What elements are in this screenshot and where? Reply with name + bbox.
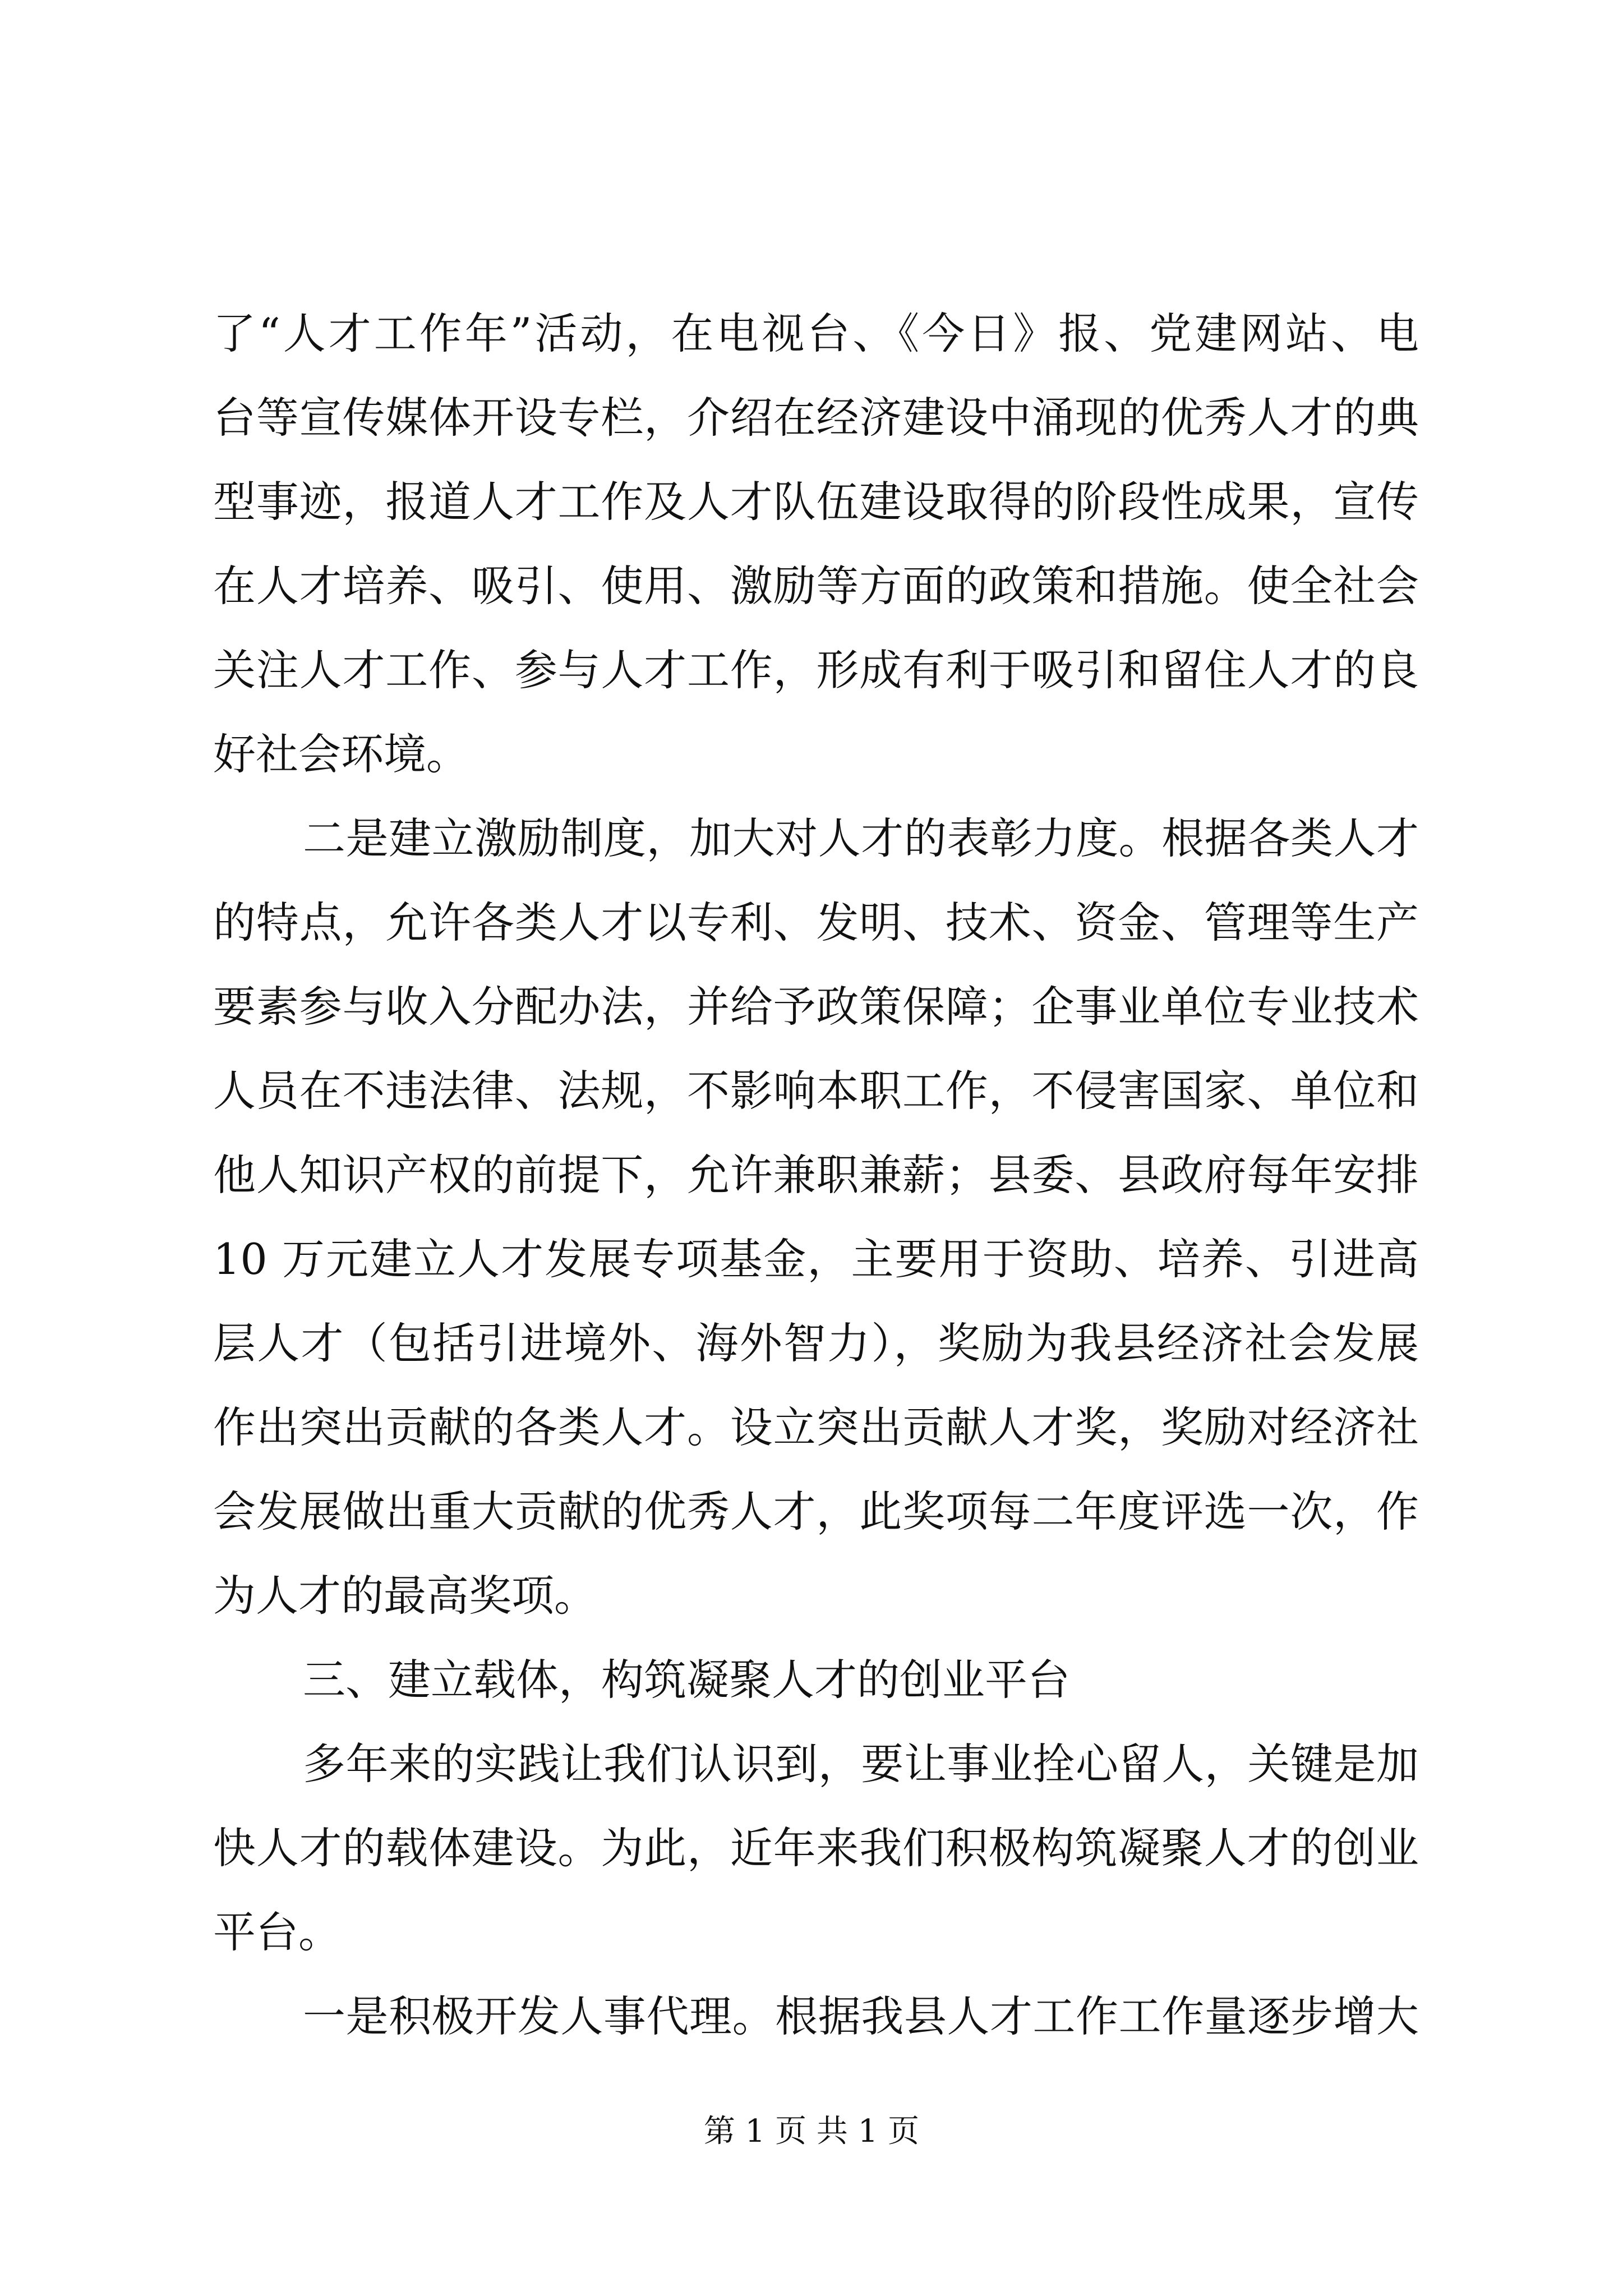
text-line: 台等宣传媒体开设专栏，介绍在经济建设中涌现的优秀人才的典 xyxy=(213,393,1419,443)
section-heading: 三、建立载体，构筑凝聚人才的创业平台 xyxy=(303,1655,1070,1705)
paragraph-start: 二是建立激励制度，加大对人才的表彰力度。根据各类人才 xyxy=(303,813,1419,863)
document-body xyxy=(213,292,1419,2059)
text-line: 层人才（包括引进境外、海外智力），奖励为我县经济社会发展 xyxy=(213,1318,1419,1368)
text-line: 人员在不违法律、法规，不影响本职工作，不侵害国家、单位和 xyxy=(213,1066,1419,1116)
text-line: 要素参与收入分配办法，并给予政策保障；企事业单位专业技术 xyxy=(213,982,1419,1032)
text-line: 了“人才工作年”活动，在电视台、《今日》报、党建网站、电 xyxy=(213,309,1419,358)
text-line: 快人才的载体建设。为此，近年来我们积极构筑凝聚人才的创业 xyxy=(213,1823,1419,1873)
page-footer: 第 1 页 共 1 页 xyxy=(703,2113,920,2150)
paragraph-start: 一是积极开发人事代理。根据我县人才工作工作量逐步增大 xyxy=(303,1991,1419,2041)
text-line: 在人才培养、吸引、使用、激励等方面的政策和措施。使全社会 xyxy=(213,561,1419,611)
text-line: 好社会环境。 xyxy=(213,729,469,779)
text-line: 关注人才工作、参与人才工作，形成有利于吸引和留住人才的良 xyxy=(213,645,1419,695)
paragraph-start: 多年来的实践让我们认识到，要让事业拴心留人，关键是加 xyxy=(303,1739,1419,1789)
text-line: 的特点，允许各类人才以专利、发明、技术、资金、管理等生产 xyxy=(213,898,1419,947)
text-line: 他人知识产权的前提下，允许兼职兼薪；县委、县政府每年安排 xyxy=(213,1150,1419,1200)
text-line: 作出突出贡献的各类人才。设立突出贡献人才奖，奖励对经济社 xyxy=(213,1402,1419,1452)
text-line: 型事迹，报道人才工作及人才队伍建设取得的阶段性成果，宣传 xyxy=(213,477,1419,527)
text-line: 会发展做出重大贡献的优秀人才，此奖项每二年度评选一次，作 xyxy=(213,1487,1419,1536)
text-line: 为人才的最高奖项。 xyxy=(213,1571,597,1621)
text-line: 10 万元建立人才发展专项基金，主要用于资助、培养、引进高 xyxy=(213,1234,1419,1284)
text-line: 平台。 xyxy=(213,1907,341,1957)
